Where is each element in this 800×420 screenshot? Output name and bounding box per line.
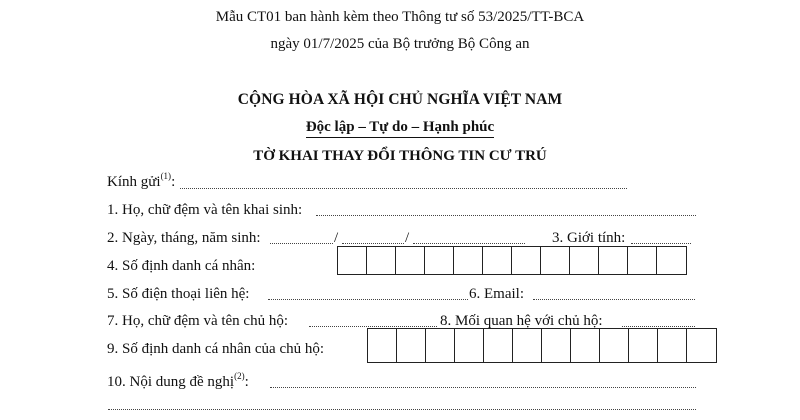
personal-id-digit-box[interactable] bbox=[338, 247, 367, 274]
personal-id-digit-box[interactable] bbox=[483, 247, 512, 274]
recipient-field[interactable] bbox=[180, 188, 627, 189]
household-head-id-label: 9. Số định danh cá nhân của chủ hộ: bbox=[107, 341, 325, 357]
form-reference-line-2: ngày 01/7/2025 của Bộ trưởng Bộ Công an bbox=[270, 36, 530, 52]
personal-id-digit-box[interactable] bbox=[425, 247, 454, 274]
relationship-field[interactable] bbox=[622, 326, 695, 327]
request-footnote-mark: (2) bbox=[234, 371, 245, 381]
recipient-label bbox=[107, 171, 176, 190]
date-separator-2: / bbox=[405, 230, 410, 246]
personal-id-digit-box[interactable] bbox=[570, 247, 599, 274]
full-name-label: 1. Họ, chữ đệm và tên khai sinh: bbox=[107, 202, 303, 218]
personal-id-digit-box[interactable] bbox=[657, 247, 686, 274]
form-reference-line-1: Mẫu CT01 ban hành kèm theo Thông tư số 53/2025/TT-BCA bbox=[215, 9, 585, 25]
household-head-id-digit-box[interactable] bbox=[658, 329, 687, 362]
birth-day-field[interactable] bbox=[270, 243, 333, 244]
household-head-id-digit-box[interactable] bbox=[542, 329, 571, 362]
household-head-id-digit-box[interactable] bbox=[513, 329, 542, 362]
request-content-field[interactable] bbox=[270, 387, 696, 388]
household-head-id-boxes bbox=[367, 328, 717, 363]
household-head-id-digit-box[interactable] bbox=[397, 329, 426, 362]
recipient-colon: : bbox=[171, 174, 176, 190]
gender-field[interactable] bbox=[631, 243, 691, 244]
recipient-label-text: Kính gửi bbox=[107, 174, 161, 190]
phone-label: 5. Số điện thoại liên hệ: bbox=[107, 286, 250, 302]
national-name: CỘNG HÒA XÃ HỘI CHỦ NGHĨA VIỆT NAM bbox=[237, 91, 563, 108]
personal-id-digit-box[interactable] bbox=[628, 247, 657, 274]
relationship-label: 8. Mối quan hệ với chủ hộ: bbox=[440, 313, 603, 329]
full-name-field[interactable] bbox=[316, 215, 696, 216]
email-label: 6. Email: bbox=[469, 286, 524, 302]
national-motto-wrap bbox=[0, 120, 800, 138]
household-head-id-digit-box[interactable] bbox=[484, 329, 513, 362]
birth-year-field[interactable] bbox=[413, 243, 525, 244]
household-head-id-digit-box[interactable] bbox=[368, 329, 397, 362]
household-head-id-digit-box[interactable] bbox=[426, 329, 455, 362]
national-motto: Độc lập – Tự do – Hạnh phúc bbox=[306, 120, 494, 138]
personal-id-label: 4. Số định danh cá nhân: bbox=[107, 258, 256, 274]
recipient-footnote-mark: (1) bbox=[160, 171, 172, 181]
birth-month-field[interactable] bbox=[342, 243, 404, 244]
personal-id-boxes bbox=[337, 246, 687, 275]
personal-id-digit-box[interactable] bbox=[367, 247, 396, 274]
household-head-id-digit-box[interactable] bbox=[687, 329, 716, 362]
request-content-label-text: 10. Nội dung đề nghị bbox=[107, 374, 235, 390]
email-field[interactable] bbox=[533, 299, 695, 300]
request-content-label bbox=[107, 371, 249, 390]
form-title: TỜ KHAI THAY ĐỔI THÔNG TIN CƯ TRÚ bbox=[253, 148, 547, 164]
gender-label: 3. Giới tính: bbox=[552, 230, 626, 246]
household-head-id-digit-box[interactable] bbox=[571, 329, 600, 362]
personal-id-digit-box[interactable] bbox=[541, 247, 570, 274]
household-head-id-digit-box[interactable] bbox=[600, 329, 629, 362]
phone-field[interactable] bbox=[268, 299, 468, 300]
request-content-colon: : bbox=[244, 374, 249, 390]
personal-id-digit-box[interactable] bbox=[512, 247, 541, 274]
personal-id-digit-box[interactable] bbox=[599, 247, 628, 274]
personal-id-digit-box[interactable] bbox=[396, 247, 425, 274]
date-separator-1: / bbox=[334, 230, 339, 246]
date-of-birth-label: 2. Ngày, tháng, năm sinh: bbox=[107, 230, 261, 246]
household-head-id-digit-box[interactable] bbox=[455, 329, 484, 362]
household-head-label: 7. Họ, chữ đệm và tên chủ hộ: bbox=[107, 313, 289, 329]
request-content-field-line-2[interactable] bbox=[108, 409, 696, 410]
personal-id-digit-box[interactable] bbox=[454, 247, 483, 274]
household-head-field[interactable] bbox=[309, 326, 437, 327]
household-head-id-digit-box[interactable] bbox=[629, 329, 658, 362]
